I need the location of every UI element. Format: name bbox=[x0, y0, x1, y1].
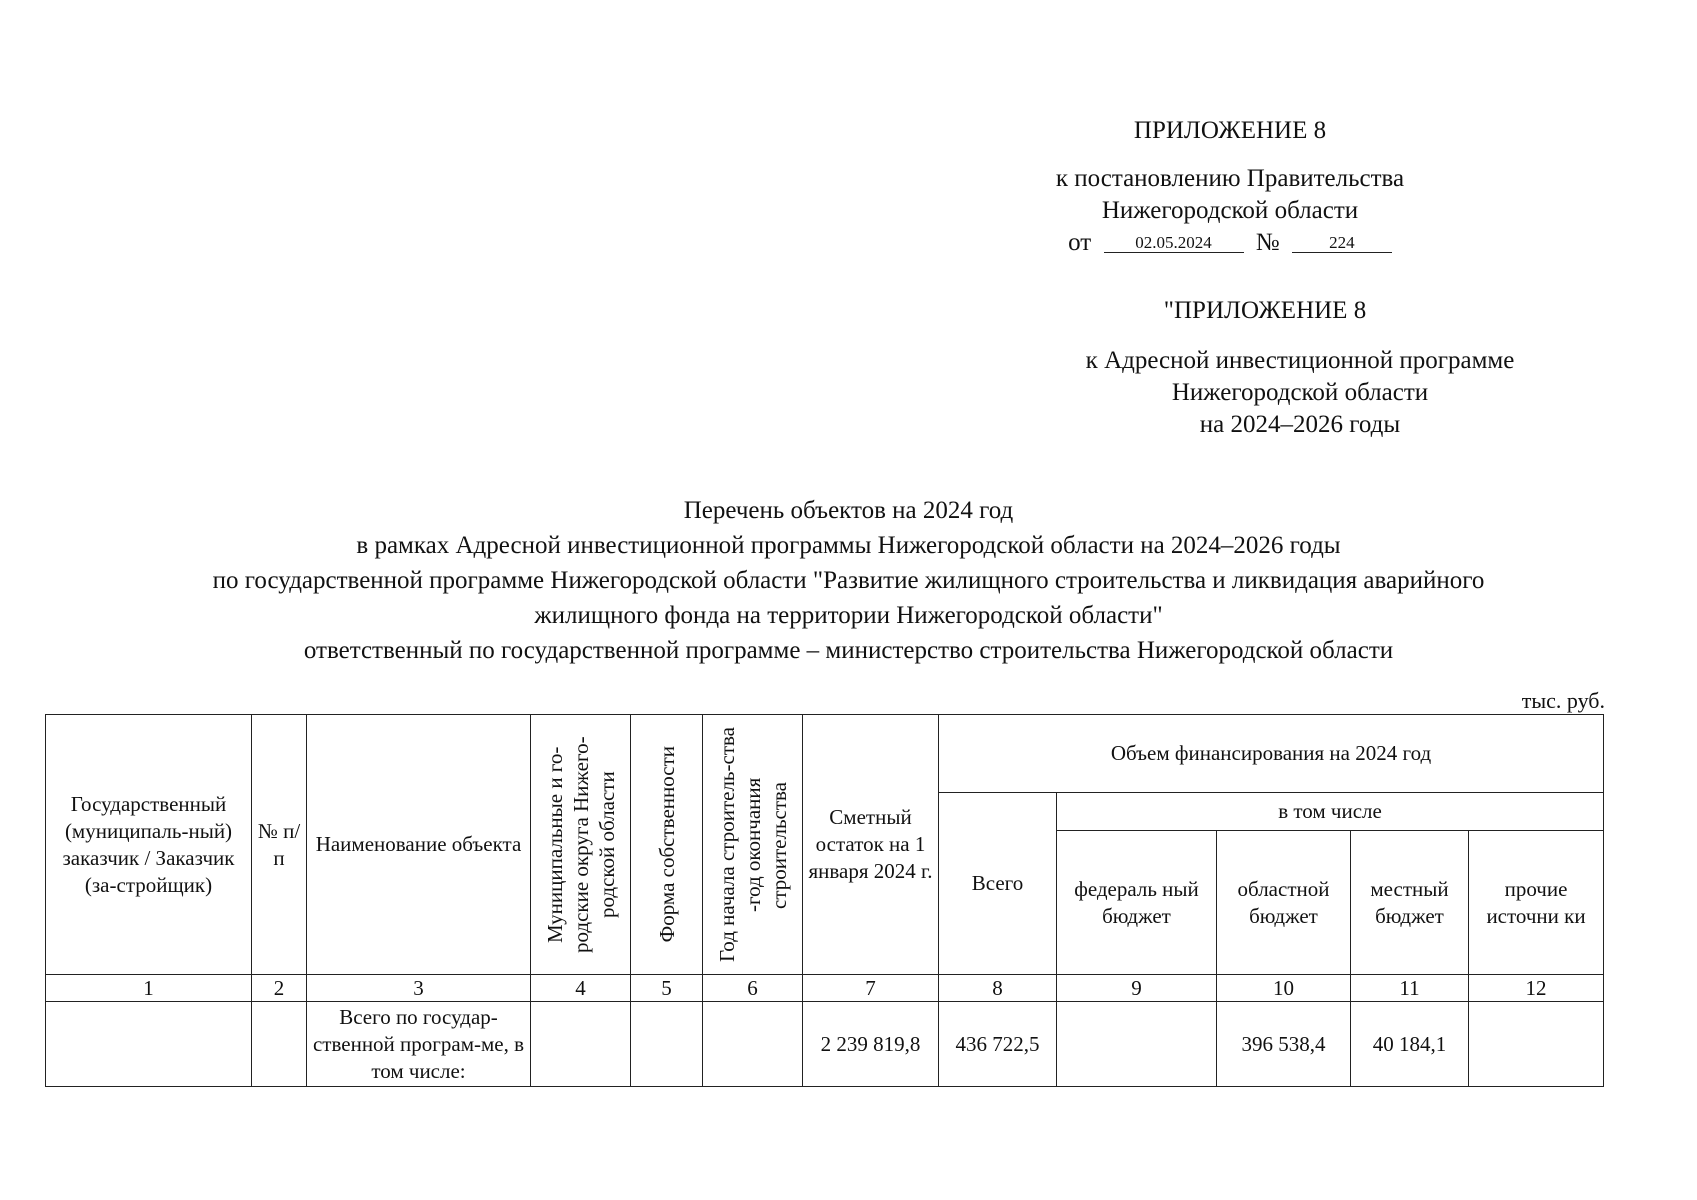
date-prefix: от bbox=[1068, 229, 1092, 256]
units-label: тыс. руб. bbox=[1521, 688, 1605, 713]
column-number: 1 bbox=[46, 975, 252, 1002]
column-number-row bbox=[46, 975, 1604, 1002]
cell-customer bbox=[46, 1002, 252, 1087]
cell-total: 436 722,5 bbox=[939, 1002, 1057, 1087]
column-number: 9 bbox=[1057, 975, 1217, 1002]
column-number: 8 bbox=[939, 975, 1057, 1002]
date-field: 02.05.2024 bbox=[1104, 234, 1244, 253]
resolution-line: к постановлению Правительства bbox=[1055, 165, 1405, 192]
header-funding-volume: Объем финансирования на 2024 год bbox=[939, 715, 1604, 793]
cell-number bbox=[252, 1002, 307, 1087]
cell-ownership bbox=[631, 1002, 703, 1087]
cell-local: 40 184,1 bbox=[1351, 1002, 1469, 1087]
header-object-name: Наименование объекта bbox=[307, 715, 531, 975]
column-number: 10 bbox=[1217, 975, 1351, 1002]
header-ownership-text: Форма собственности bbox=[654, 746, 679, 943]
appendix-quote-label: "ПРИЛОЖЕНИЕ 8 bbox=[1163, 297, 1367, 324]
document-title bbox=[40, 493, 1657, 668]
cell-regional: 396 538,4 bbox=[1217, 1002, 1351, 1087]
program-region-line: Нижегородской области bbox=[1171, 379, 1429, 406]
number-field: 224 bbox=[1292, 234, 1392, 253]
header-customer: Государственный (муниципаль-ный) заказчик / Заказчик (за-стройщик) bbox=[46, 715, 252, 975]
cell-municipality bbox=[531, 1002, 631, 1087]
title-line: по государственной программе Нижегородской области "Развитие жилищного строительства и ликвидация аварийного bbox=[212, 567, 1485, 594]
column-number: 12 bbox=[1469, 975, 1604, 1002]
region-line: Нижегородской области bbox=[1101, 197, 1359, 224]
title-line: в рамках Адресной инвестиционной программы Нижегородской области на 2024–2026 годы bbox=[356, 532, 1341, 559]
cell-federal bbox=[1057, 1002, 1217, 1087]
column-number: 6 bbox=[703, 975, 803, 1002]
cell-object-name: Всего по государ-ственной програм-ме, в том числе: bbox=[307, 1002, 531, 1087]
column-number: 11 bbox=[1351, 975, 1469, 1002]
header-local: местный бюджет bbox=[1351, 831, 1469, 975]
header-total: Всего bbox=[939, 793, 1057, 975]
header-municipality-text: Муниципальные и го-родские округа Нижего-родской области bbox=[542, 736, 619, 953]
header-ownership bbox=[631, 715, 703, 975]
header-federal: федераль ный бюджет bbox=[1057, 831, 1217, 975]
date-number-line bbox=[1068, 227, 1392, 259]
header-years-text: Год начала строитель-ства -год окончания строительства bbox=[714, 727, 791, 962]
program-line: к Адресной инвестиционной программе bbox=[1085, 347, 1515, 374]
header-estimated-balance: Сметный остаток на 1 января 2024 г. bbox=[803, 715, 939, 975]
number-sign: № bbox=[1255, 229, 1280, 256]
column-number: 4 bbox=[531, 975, 631, 1002]
column-number: 7 bbox=[803, 975, 939, 1002]
title-line: жилищного фонда на территории Нижегородской области" bbox=[534, 602, 1163, 629]
appendix-label: ПРИЛОЖЕНИЕ 8 bbox=[1133, 117, 1327, 144]
column-number: 2 bbox=[252, 975, 307, 1002]
header-including: в том числе bbox=[1057, 793, 1604, 831]
column-number: 3 bbox=[307, 975, 531, 1002]
cell-estimated-balance: 2 239 819,8 bbox=[803, 1002, 939, 1087]
cell-other bbox=[1469, 1002, 1604, 1087]
cell-years bbox=[703, 1002, 803, 1087]
table-row bbox=[46, 1002, 1604, 1087]
header-regional: областной бюджет bbox=[1217, 831, 1351, 975]
resolution-block bbox=[1000, 163, 1460, 259]
column-number: 5 bbox=[631, 975, 703, 1002]
objects-table bbox=[45, 714, 1604, 1087]
title-line: ответственный по государственной программе – министерство строительства Нижегородской области bbox=[303, 637, 1394, 664]
program-years-line: на 2024–2026 годы bbox=[1199, 411, 1401, 438]
header-years bbox=[703, 715, 803, 975]
header-municipality bbox=[531, 715, 631, 975]
title-line: Перечень объектов на 2024 год bbox=[683, 497, 1014, 524]
header-number: № п/п bbox=[252, 715, 307, 975]
program-block bbox=[1000, 345, 1600, 441]
header-other: прочие источни ки bbox=[1469, 831, 1604, 975]
